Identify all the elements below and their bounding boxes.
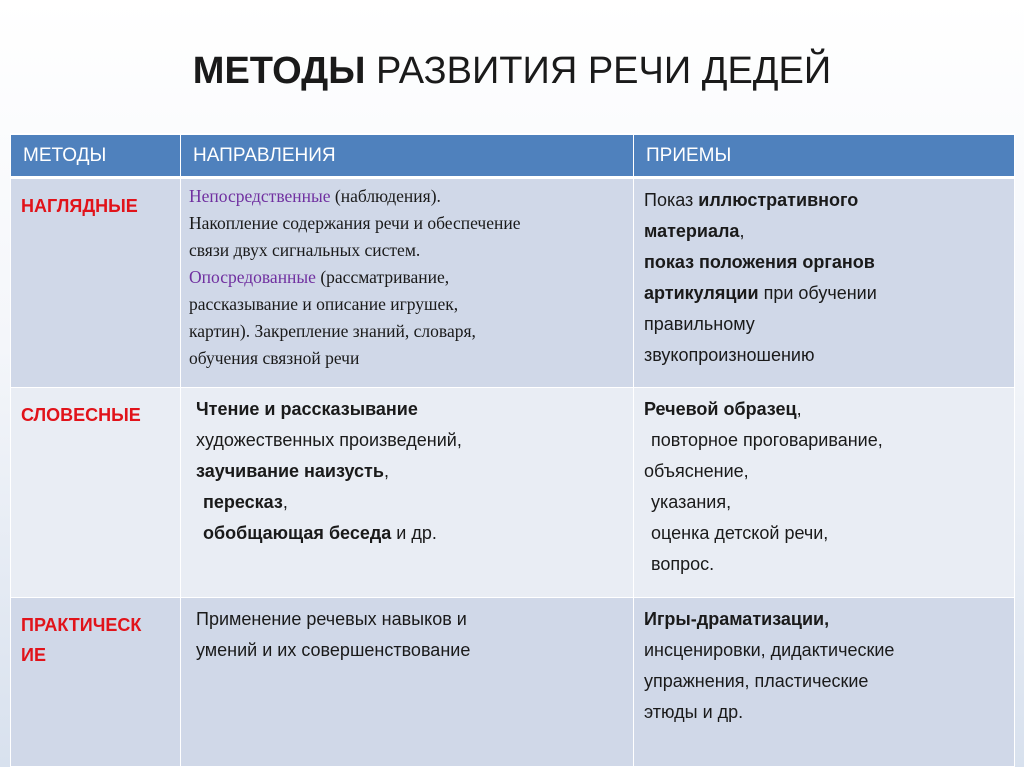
directions-line: Применение речевых навыков и xyxy=(196,608,467,629)
techniques-line: Игры-драматизации, xyxy=(644,608,830,629)
techniques-line: вопрос. xyxy=(651,553,715,574)
table-row xyxy=(11,597,1015,767)
techniques-line: материала, xyxy=(644,220,745,241)
direct-term: Непосредственные xyxy=(189,185,331,206)
mediated-term: Опосредованные xyxy=(189,266,316,287)
techniques-line: звукопроизношению xyxy=(644,344,815,365)
header-techniques: ПРИЕМЫ xyxy=(634,134,1015,177)
techniques-line: повторное проговаривание, xyxy=(651,429,883,450)
page-title xyxy=(0,50,1024,93)
directions-line: Накопление содержания речи и обеспечение xyxy=(189,212,521,233)
directions-visual xyxy=(181,177,634,387)
techniques-line: инсценировки, дидактические xyxy=(644,639,895,660)
directions-line: Опосредованные (рассматривание, xyxy=(189,266,450,287)
directions-line: художественных произведений, xyxy=(196,429,462,450)
techniques-line: правильному xyxy=(644,313,755,334)
title-rest-part: РАЗВИТИЯ РЕЧИ ДЕДЕЙ xyxy=(365,50,832,92)
title-bold-part: МЕТОДЫ xyxy=(192,50,366,92)
directions-line: рассказывание и описание игрушек, xyxy=(189,293,459,314)
techniques-line: оценка детской речи, xyxy=(651,522,829,543)
method-practical: ПРАКТИЧЕСК ИЕ xyxy=(11,597,181,767)
techniques-line: упражнения, пластические xyxy=(644,670,869,691)
techniques-line: Показ иллюстративного xyxy=(644,189,859,210)
directions-line: картин). Закрепление знаний, словаря, xyxy=(189,320,476,341)
directions-line: пересказ, xyxy=(203,491,288,512)
directions-line: умений и их совершенствование xyxy=(196,639,471,660)
directions-verbal xyxy=(181,387,634,597)
header-directions: НАПРАВЛЕНИЯ xyxy=(181,134,634,177)
techniques-line: объяснение, xyxy=(644,460,749,481)
techniques-line: указания, xyxy=(651,491,732,512)
header-methods: МЕТОДЫ xyxy=(11,134,181,177)
techniques-line: артикуляции при обучении xyxy=(644,282,877,303)
directions-line: Чтение и рассказывание xyxy=(196,398,418,419)
methods-table xyxy=(10,133,1015,767)
directions-line: заучивание наизусть, xyxy=(196,460,389,481)
techniques-line: Речевой образец, xyxy=(644,398,802,419)
directions-practical xyxy=(181,597,634,767)
directions-line: связи двух сигнальных систем. xyxy=(189,239,421,260)
directions-line: обобщающая беседа и др. xyxy=(203,522,437,543)
method-verbal: СЛОВЕСНЫЕ xyxy=(11,387,181,597)
techniques-line: этюды и др. xyxy=(644,701,744,722)
techniques-line: показ положения органов xyxy=(644,251,875,272)
table-row xyxy=(11,387,1015,597)
techniques-verbal xyxy=(634,387,1015,597)
table-header-row xyxy=(11,134,1015,177)
directions-line: обучения связной речи xyxy=(189,347,360,368)
directions-line: Непосредственные (наблюдения). xyxy=(189,185,441,206)
techniques-practical xyxy=(634,597,1015,767)
techniques-visual xyxy=(634,177,1015,387)
table-row xyxy=(11,177,1015,387)
method-visual: НАГЛЯДНЫЕ xyxy=(11,177,181,387)
